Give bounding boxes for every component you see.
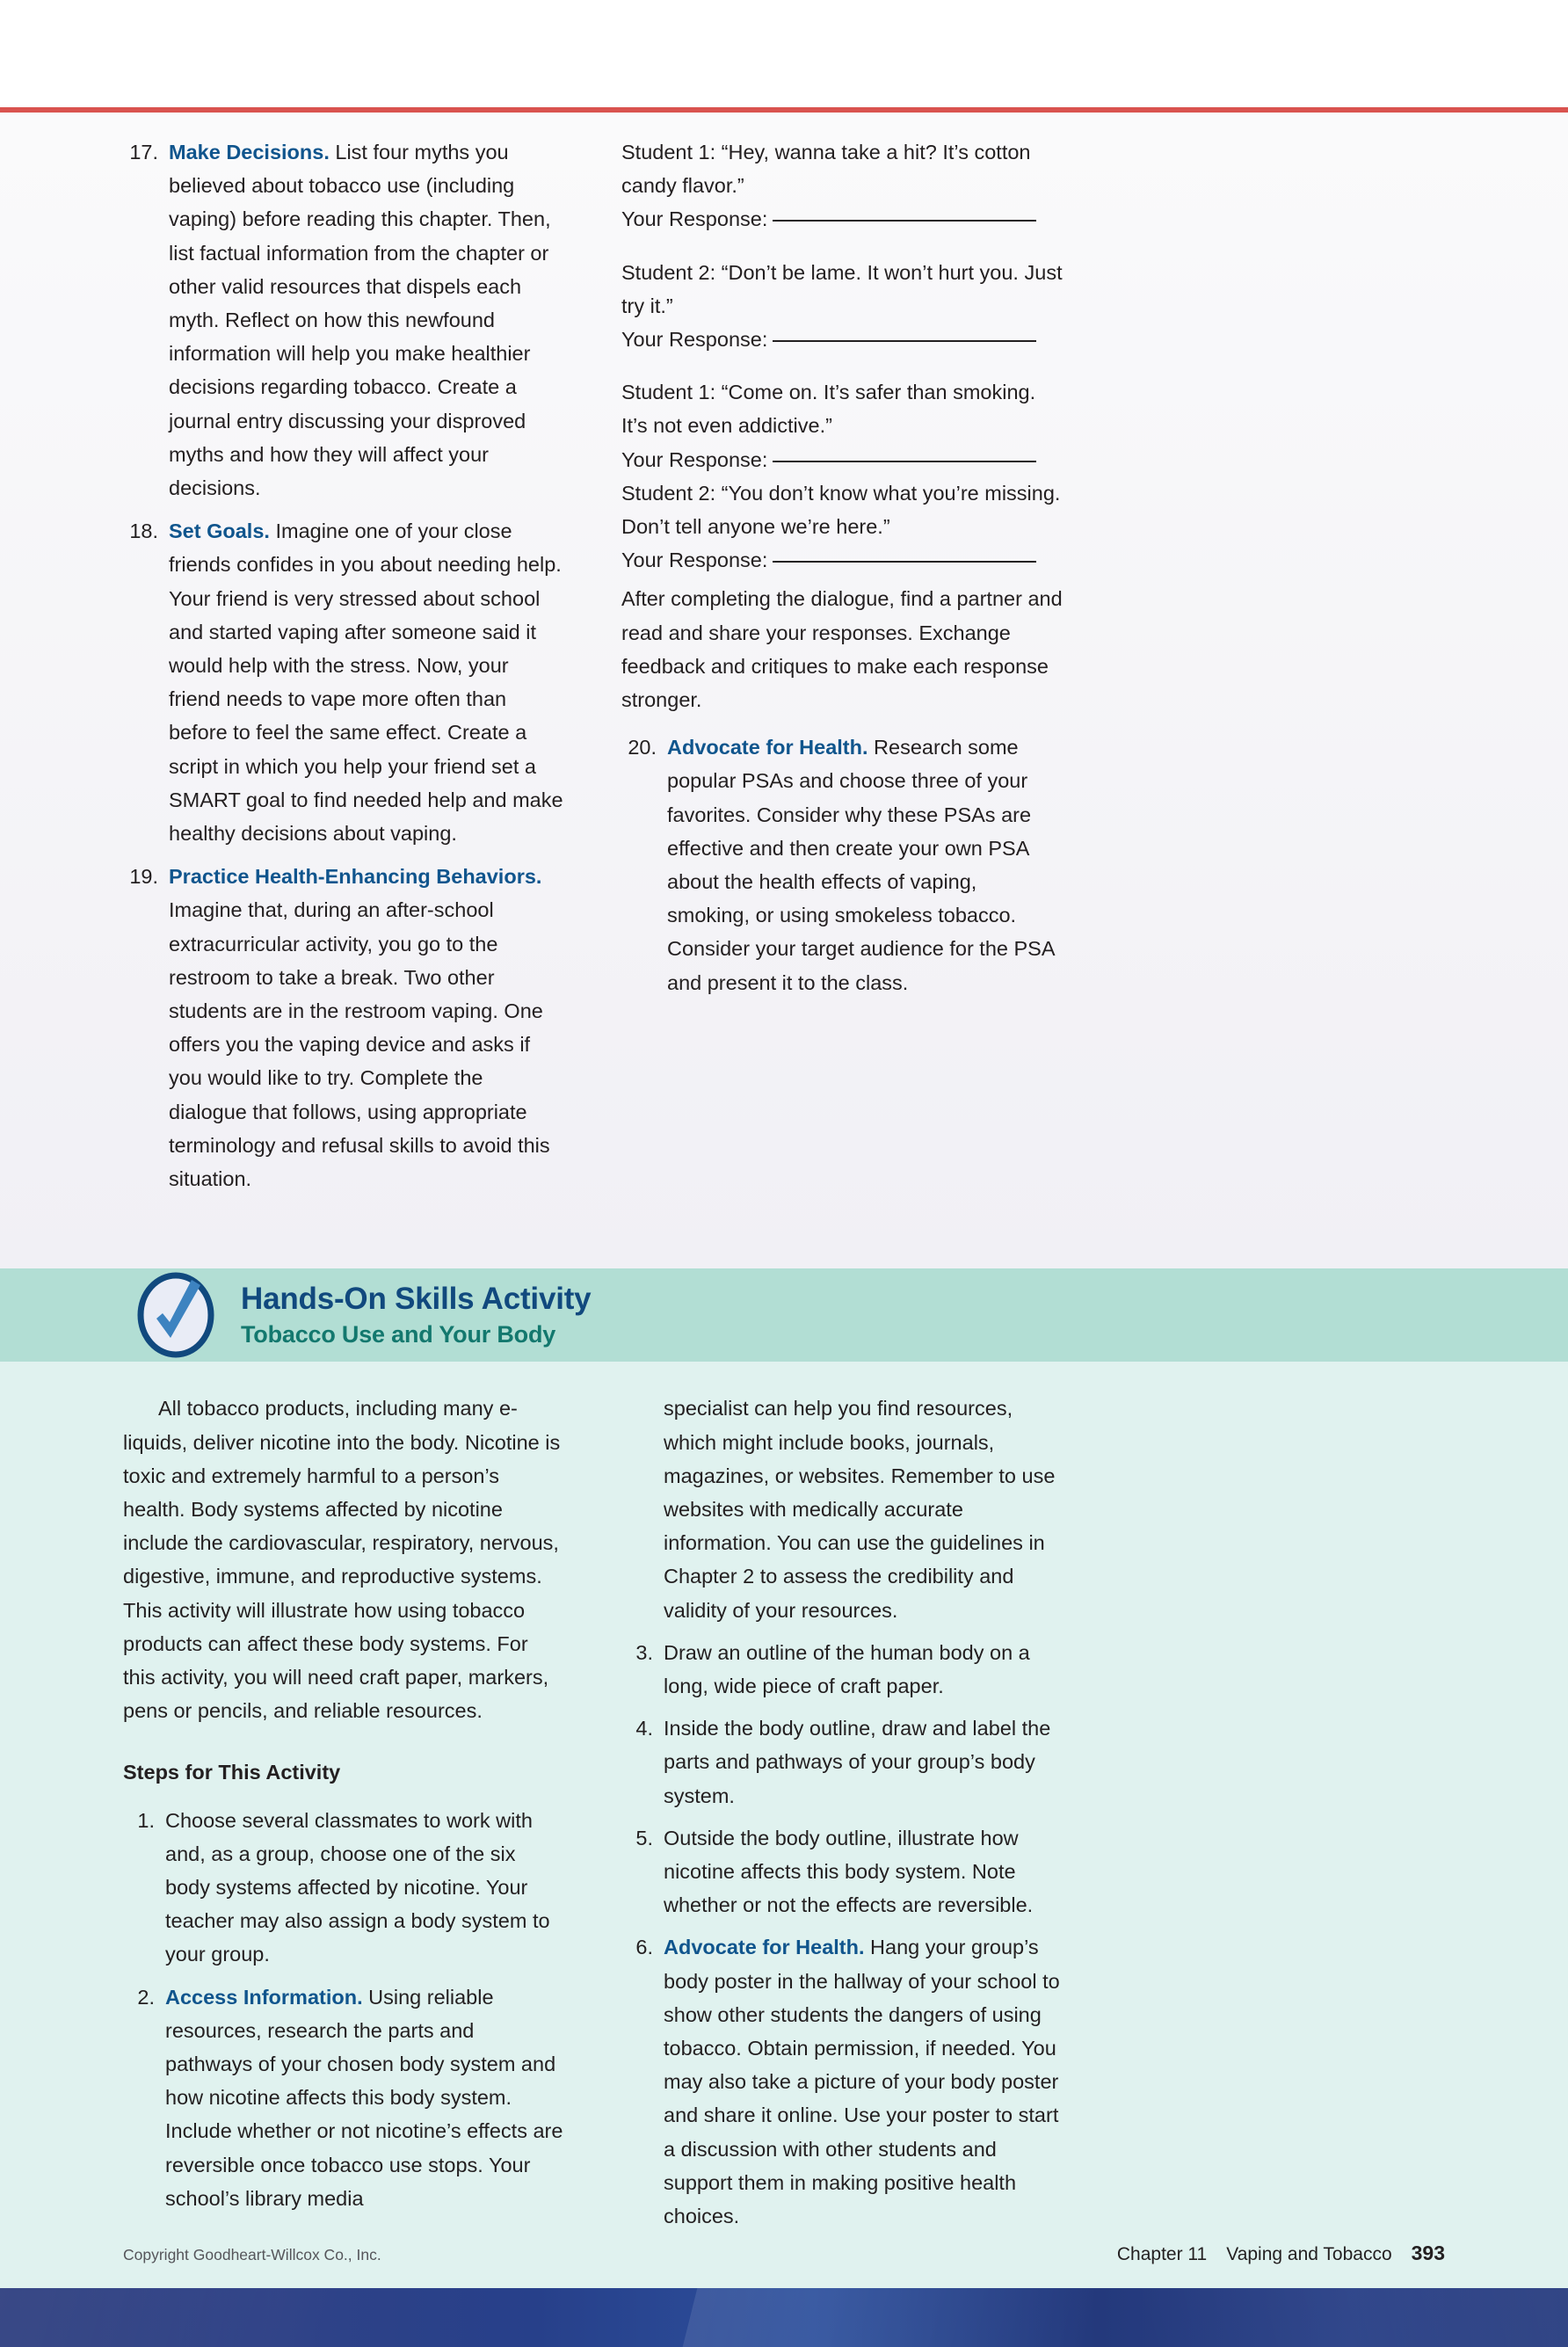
skill-label: Set Goals.: [169, 520, 270, 543]
dialogue-speaker: Student 1:: [621, 141, 716, 163]
write-in-line[interactable]: [773, 560, 1036, 563]
review-questions-section: [0, 113, 1568, 1268]
step-body-text: Using reliable resources, research the parts and pathways of your chosen body system and how nicotine affects this body system. Include whether or not nicotine’s effects are reversible once tobacco use stops. Your school’s library media: [165, 1985, 563, 2210]
question-number: 19.: [129, 865, 158, 889]
response-blank-4[interactable]: [621, 543, 1063, 577]
write-in-line[interactable]: [773, 219, 1036, 222]
question-text: [169, 135, 565, 505]
refusal-dialogue: [621, 135, 1063, 716]
question-body: List four myths you believed about tobacco use (including vaping) before reading this chapter. Then, list factual information from the chapter or other valid resources that dispels each myth. Reflect on how this newfound information will help you make healthier decisions regarding tobacco. Create a journal entry discussing your disproved myths and how they will affect your decisions.: [169, 141, 551, 500]
question-text: [667, 730, 1063, 999]
skill-label: Advocate for Health.: [664, 1936, 865, 1959]
review-left-column: [123, 135, 565, 1205]
review-question-list: [123, 135, 565, 1195]
activity-subtitle: Tobacco Use and Your Body: [241, 1321, 556, 1348]
chapter-label: Chapter 11: [1116, 2244, 1208, 2265]
dialogue-line-1: [621, 135, 1063, 202]
activity-header-band: [0, 1268, 1568, 1362]
write-in-line[interactable]: [773, 339, 1036, 342]
dialogue-line-4: [621, 476, 1063, 543]
dialogue-speaker: Student 2:: [621, 260, 716, 284]
activity-step-1: [123, 1804, 565, 1972]
dialogue-closing-note: After completing the dialogue, find a partner and read and share your responses. Exchange feedback and critiques to make each response stronger.: [621, 587, 1063, 712]
bottom-decorative-band: [0, 2288, 1568, 2347]
activity-step-2-continued: specialist can help you find resources, which might include books, journals, magazines, or websites. Remember to use websites with medically accurate information. You can use the guidelines in Chapter 2 to assess the credibility and validity of your resources.: [664, 1397, 1056, 1622]
step-number: 6.: [635, 1936, 653, 1959]
dialogue-quote: “You don’t know what you’re missing. Don’t tell anyone we’re here.”: [621, 481, 1061, 539]
check-circle-icon: [134, 1271, 218, 1359]
dialogue-line-2: [621, 256, 1063, 323]
activity-step-5: [621, 1821, 1063, 1922]
activity-step-6: [621, 1930, 1063, 2233]
step-body-text: Outside the body outline, illustrate how nicotine affects this body system. Note whether or not the effects are reversible.: [664, 1826, 1034, 1917]
step-text: [664, 1711, 1063, 1813]
response-blank-2[interactable]: [621, 323, 1063, 356]
activity-step-2: [123, 1980, 565, 2215]
activity-right-column: [621, 1391, 1063, 2242]
review-right-column: [621, 135, 1063, 1009]
question-item-20: [621, 730, 1063, 999]
question-item-19: [123, 860, 565, 1195]
dialogue-quote: “Come on. It’s safer than smoking. It’s not even addictive.”: [621, 381, 1036, 438]
step-number: 2.: [137, 1985, 155, 2009]
skill-label: Access Information.: [165, 1985, 363, 2009]
step-text: [664, 1930, 1063, 2233]
activity-left-column: [123, 1391, 565, 2224]
step-number: 5.: [635, 1826, 653, 1849]
step-body-text: Draw an outline of the human body on a long, wide piece of craft paper.: [664, 1640, 1030, 1697]
page-number: 393: [1411, 2242, 1445, 2265]
question-item-17: [123, 135, 565, 505]
page-footer: [0, 2242, 1568, 2288]
question-number: 20.: [628, 736, 657, 759]
response-label: Your Response:: [621, 328, 768, 352]
activity-title: Hands-On Skills Activity: [241, 1281, 592, 1316]
activity-two-column-layout: [0, 1391, 1568, 2242]
review-question-list-right: [621, 730, 1063, 999]
chapter-title: Vaping and Tobacco: [1226, 2244, 1392, 2265]
dialogue-quote: “Hey, wanna take a hit? It’s cotton candy flavor.”: [621, 141, 1031, 198]
activity-intro-paragraph: All tobacco products, including many e-liquids, deliver nicotine into the body. Nicotine is toxic and extremely harmful to a person’s health. Body systems affected by nicotine include the cardiovascular, respiratory, nervous, digestive, immune, and reproductive systems. This activity will illustrate how using tobacco products can affect these body systems. For this activity, you will need craft paper, markers, pens or pencils, and reliable resources.: [123, 1397, 561, 1723]
question-text: [169, 514, 565, 850]
activity-steps-list-left: [123, 1804, 565, 2215]
step-text: [664, 1821, 1063, 1922]
page-top-margin: [0, 0, 1568, 107]
review-bottom-padding: [0, 1205, 1568, 1268]
activity-steps-list-right: [621, 1636, 1063, 2233]
dialogue-line-3: [621, 375, 1063, 442]
skill-label: Practice Health-Enhancing Behaviors.: [169, 865, 542, 889]
step-text: [664, 1636, 1063, 1703]
spacer: [621, 356, 1063, 375]
response-blank-1[interactable]: [621, 202, 1063, 236]
question-number: 17.: [129, 141, 158, 163]
steps-heading: Steps for This Activity: [123, 1761, 341, 1784]
footer-chapter-info: [1117, 2242, 1445, 2265]
step-body-text: Hang your group’s body poster in the hallway of your school to show other students the dangers of using tobacco. Obtain permission, if needed. You may also take a picture of your body poster and share it online. Use your poster to start a discussion with other students and support them in making positive health choices.: [664, 1936, 1060, 2227]
dialogue-quote: “Don’t be lame. It won’t hurt you. Just try it.”: [621, 260, 1063, 317]
question-body: Imagine that, during an after-school extracurricular activity, you go to the restroom to take a break. Two other students are in the restroom vaping. One offers you the vaping device and asks if you would like to try. Complete the dialogue that follows, using appropriate terminology and refusal skills to avoid this situation.: [169, 898, 550, 1191]
response-blank-3[interactable]: [621, 443, 1063, 476]
activity-step-3: [621, 1636, 1063, 1703]
write-in-line[interactable]: [773, 460, 1036, 462]
step-text: [165, 1980, 565, 2215]
response-label: Your Response:: [621, 207, 768, 231]
hands-on-skills-activity-section: [0, 1268, 1568, 2288]
question-body: Imagine one of your close friends confides in you about needing help. Your friend is very stressed about school and started vaping after someone said it would help with the stress. Now, your friend needs to vape more often than before to feel the same effect. Create a script in which you help your friend set a SMART goal to find needed help and make healthy decisions about vaping.: [169, 520, 563, 846]
spacer: [621, 236, 1063, 256]
activity-body: [0, 1362, 1568, 2242]
activity-step-4: [621, 1711, 1063, 1813]
question-body: Research some popular PSAs and choose three of your favorites. Consider why these PSAs are effective and then create your own PSA about the health effects of vaping, smoking, or using smokeless tobacco. Consider your target audience for the PSA and present it to the class.: [667, 736, 1055, 994]
skill-label: Make Decisions.: [169, 141, 330, 163]
step-body-text: Choose several classmates to work with and, as a group, choose one of the six body systems affected by nicotine. Your teacher may also assign a body system to your group.: [165, 1808, 550, 1966]
copyright-notice: Copyright Goodheart-Willcox Co., Inc.: [123, 2246, 381, 2264]
response-label: Your Response:: [621, 447, 768, 471]
skill-label: Advocate for Health.: [667, 736, 868, 759]
activity-title-group: [241, 1282, 591, 1349]
question-text: [169, 860, 565, 1195]
step-body-text: Inside the body outline, draw and label the parts and pathways of your group’s body system.: [664, 1717, 1051, 1807]
response-label: Your Response:: [621, 549, 768, 572]
dialogue-speaker: Student 1:: [621, 381, 716, 404]
question-number: 18.: [129, 520, 158, 543]
step-text: [165, 1804, 565, 1972]
review-two-column-layout: [0, 135, 1568, 1205]
question-item-18: [123, 514, 565, 850]
dialogue-speaker: Student 2:: [621, 481, 716, 505]
step-number: 4.: [635, 1717, 653, 1740]
step-number: 1.: [137, 1808, 155, 1832]
step-number: 3.: [635, 1640, 653, 1664]
